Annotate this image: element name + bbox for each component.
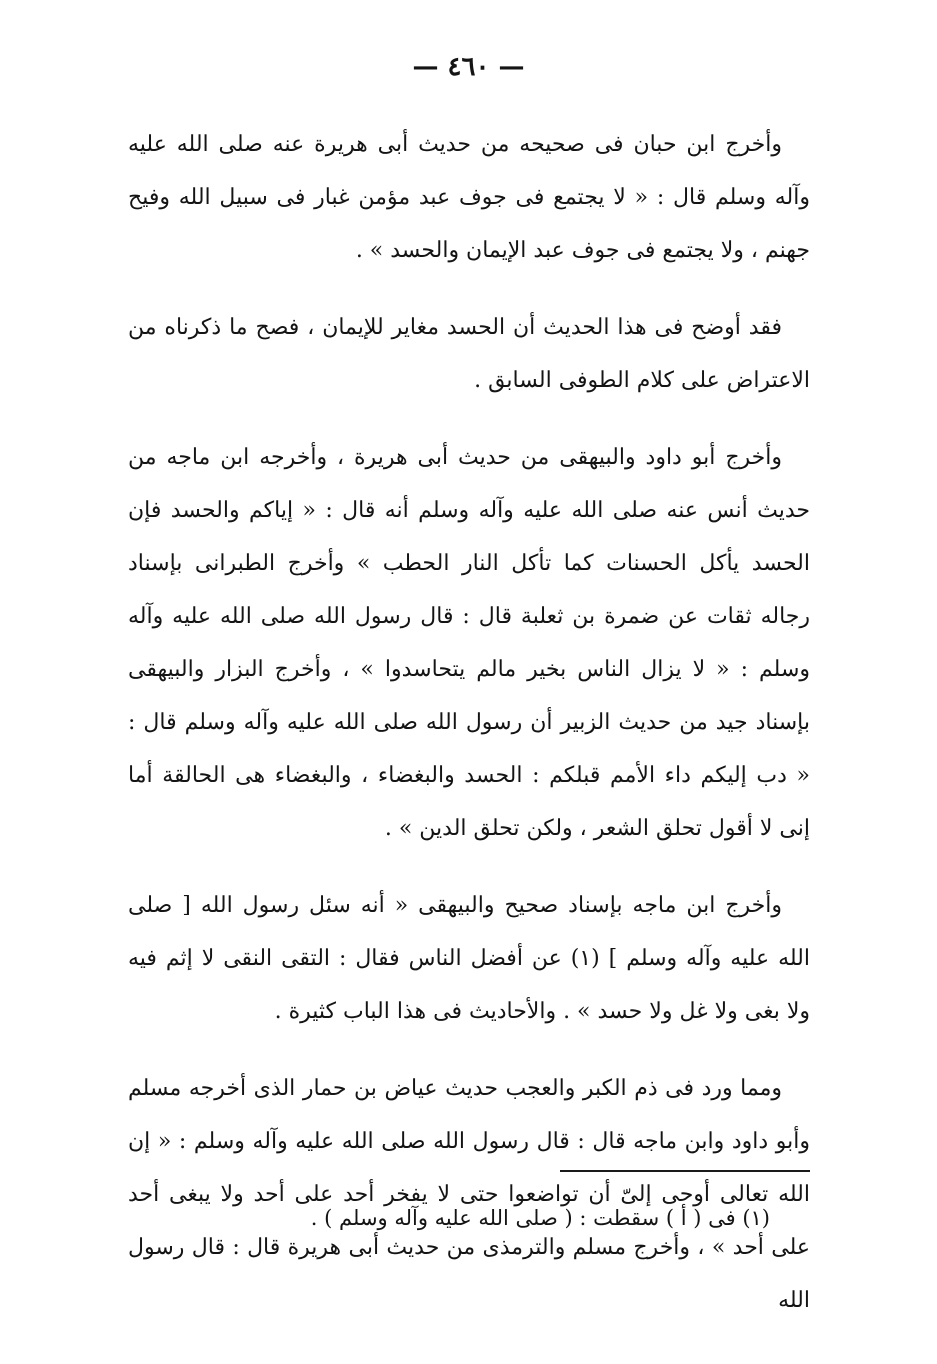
paragraph-clarification: فقد أوضح فى هذا الحديث أن الحسد مغاير للإيمان ، فصح ما ذكرناه من الاعتراض على كلام الطوفى السابق . xyxy=(128,315,810,393)
main-text xyxy=(128,118,810,1327)
paragraph-ibn-majah: وأخرج ابن ماجه بإسناد صحيح والبيهقى « أنه سئل رسول الله [ صلى الله عليه وآله وسلم ] (١) عن أفضل الناس فقال : التقى النقى لا إثم فيه ولا بغى ولا غل ولا حسد » . والأحاديث فى هذا الباب كثيرة . xyxy=(128,893,810,1024)
footnote-separator xyxy=(560,1170,810,1172)
footnote: (١) فى ( أ ) سقطت : ( صلى الله عليه وآله وسلم ) . xyxy=(310,1206,770,1230)
page-number: — ٤٦٠ — xyxy=(412,52,525,82)
paragraph-ibn-hibban: وأخرج ابن حبان فى صحيحه من حديث أبى هريرة عنه صلى الله عليه وآله وسلم قال : « لا يجتمع فى جوف عبد مؤمن غبار فى سبيل الله وفيح جهنم ، ولا يجتمع فى جوف عبد الإيمان والحسد » . xyxy=(128,132,810,263)
paragraph-abu-dawud: وأخرج أبو داود والبيهقى من حديث أبى هريرة ، وأخرجه ابن ماجه من حديث أنس عنه صلى الله عليه وآله وسلم أنه قال : « إياكم والحسد فإن الحسد يأكل الحسنات كما تأكل النار الحطب » وأخرج الطبرانى بإسناد رجاله ثقات عن ضمرة بن ثعلبة قال : قال رسول الله صلى الله عليه وآله وسلم : « لا يزال الناس بخير مالم يتحاسدوا » ، وأخرج البزار والبيهقى بإسناد جيد من حديث الزبير أن رسول الله صلى الله عليه وآله وسلم قال : « دب إليكم داء الأمم قبلكم : الحسد والبغضاء ، والبغضاء هى الحالقة أما إنى لا أقول تحلق الشعر ، ولكن تحلق الدين » . xyxy=(128,445,810,841)
paragraph-kibr-ujb: ومما ورد فى ذم الكبر والعجب حديث عياض بن حمار الذى أخرجه مسلم وأبو داود وابن ماجه قال : قال رسول الله صلى الله عليه وآله وسلم : « إن الله تعالى أوحى إلىّ أن تواضعوا حتى لا يفخر أحد على أحد ولا يبغى أحد على أحد » ، وأخرج مسلم والترمذى من حديث أبى هريرة قال : قال رسول الله xyxy=(128,1076,810,1313)
